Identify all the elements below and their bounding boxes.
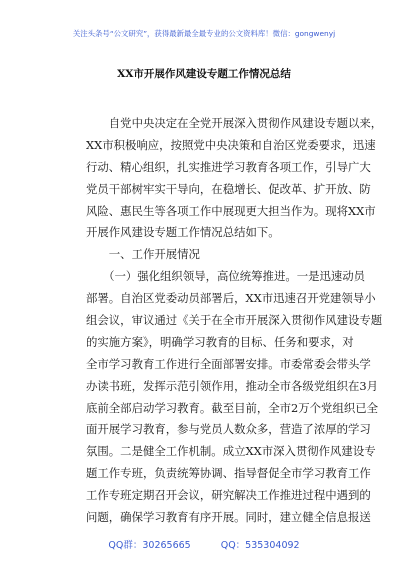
body-line: 行动、精心组织，扎实推进学习教育各项工作，引导广大 — [86, 159, 371, 174]
body-line: 开展作风建设专题工作情况总结如下。 — [86, 225, 280, 240]
body-line: 党员干部树牢实干导向，在稳增长、促改革、扩开放、防 — [86, 181, 371, 196]
document-title: XX市开展作风建设专题工作情况总结 — [117, 68, 291, 80]
body-line: 底前全部启动学习教育。截至目前，全市2万个党组织已全 — [86, 400, 379, 415]
qq-group-label: QQ群：30265665 — [108, 540, 191, 551]
body-line: XX市积极响应，按照党中央决策和自治区党委要求，迅速 — [86, 137, 376, 152]
body-line: 部署。自治区党委动员部署后，XX市迅速召开党建领导小 — [86, 291, 376, 306]
body-line: 氛围。二是健全工作机制。成立XX市深入贯彻作风建设专 — [86, 444, 376, 459]
body-line: 的实施方案》，明确学习教育的目标、任务和要求，对 — [86, 334, 354, 349]
body-line: 全市学习教育工作进行全面部署安排。市委常委会带头学 — [86, 356, 371, 371]
section-heading: 一、工作开展情况 — [86, 247, 200, 262]
body-line: 工作专班定期召开会议，研究解决工作推进过程中遇到的 — [86, 488, 371, 503]
body-line: 题工作专班，负责统筹协调、指导督促全市学习教育工作 — [86, 466, 371, 481]
body-line: 问题，确保学习教育有序开展。同时，建立健全信息报送 — [86, 510, 371, 525]
footer-contact — [0, 537, 408, 551]
body-line: 风险、惠民生等各项工作中展现更大担当作为。现将XX市 — [86, 203, 376, 218]
body-line: 组会议，审议通过《关于在全市开展深入贯彻作风建设专题 — [86, 313, 383, 328]
header-banner: 关注头条号“公文研究”，获得最新最全最专业的公文资料库！微信：gongwenyj — [72, 29, 336, 38]
qq-number-label: QQ：535304092 — [220, 540, 300, 551]
body-line: 办读书班，发挥示范引领作用，推动全市各级党组织在3月 — [86, 378, 379, 393]
body-line: 自党中央决定在全党开展深入贯彻作风建设专题以来， — [86, 116, 383, 130]
body-line: （一）强化组织领导，高位统筹推进。一是迅速动员 — [86, 269, 366, 284]
body-line: 面开展学习教育，参与党员人数众多，营造了浓厚的学习 — [86, 422, 371, 437]
document-body — [86, 113, 383, 529]
